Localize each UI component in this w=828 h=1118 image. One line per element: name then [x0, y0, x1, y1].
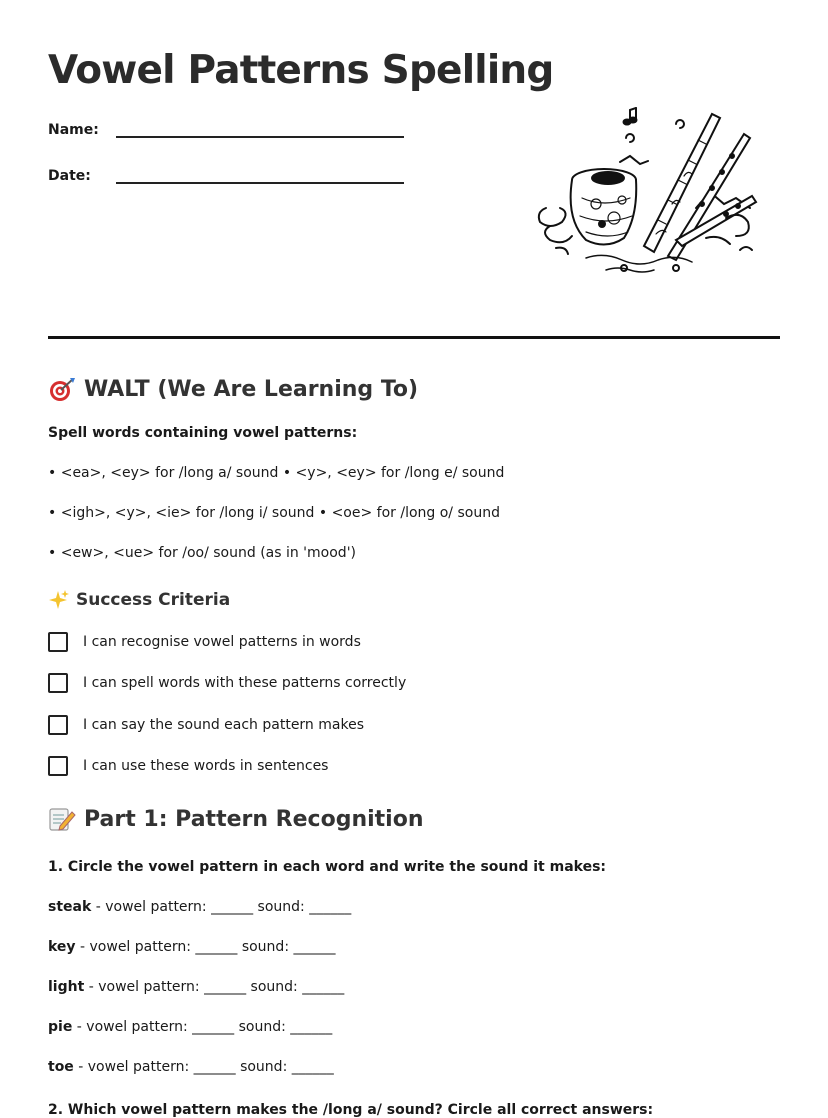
word-prompt: - vowel pattern: ______ sound: ______: [91, 899, 352, 915]
music-note-icon: [624, 108, 637, 125]
name-field: [48, 118, 404, 138]
word: toe: [48, 1059, 74, 1075]
target-icon: [48, 376, 76, 402]
criteria-checkbox[interactable]: [48, 632, 68, 652]
date-label: Date:: [48, 168, 91, 184]
criteria-item: [48, 756, 328, 776]
word-row: [48, 899, 351, 915]
word-row: [48, 979, 344, 995]
word-prompt: - vowel pattern: ______ sound: ______: [75, 939, 336, 955]
date-field: [48, 164, 404, 184]
criteria-item: [48, 715, 364, 735]
word-row: [48, 939, 336, 955]
word-prompt: - vowel pattern: ______ sound: ______: [72, 1019, 333, 1035]
page-title: Vowel Patterns Spelling: [48, 48, 554, 93]
criteria-checkbox[interactable]: [48, 673, 68, 693]
walt-line: • <ea>, <ey> for /long a/ sound • <y>, <ey> for /long e/ sound: [48, 465, 505, 481]
word: pie: [48, 1019, 73, 1035]
criteria-checkbox[interactable]: [48, 715, 68, 735]
word-prompt: - vowel pattern: ______ sound: ______: [84, 979, 345, 995]
criteria-item: [48, 673, 406, 693]
walt-heading: [48, 376, 418, 402]
word: key: [48, 939, 76, 955]
success-criteria-heading-text: Success Criteria: [76, 590, 231, 610]
criteria-label: I can use these words in sentences: [83, 758, 329, 774]
section-divider: [48, 336, 780, 339]
name-label: Name:: [48, 122, 99, 138]
memo-icon: [48, 806, 76, 832]
walt-heading-text: WALT (We Are Learning To): [84, 376, 419, 402]
question-1: 1. Circle the vowel pattern in each word and write the sound it makes:: [48, 859, 606, 875]
question-2: 2. Which vowel pattern makes the /long a/ sound? Circle all correct answers:: [48, 1102, 654, 1118]
date-input-line[interactable]: [116, 164, 404, 184]
word: light: [48, 979, 85, 995]
part1-heading-text: Part 1: Pattern Recognition: [84, 806, 424, 832]
word-prompt: - vowel pattern: ______ sound: ______: [73, 1059, 334, 1075]
musical-instruments-illustration: [526, 100, 758, 278]
name-input-line[interactable]: [116, 118, 404, 138]
criteria-checkbox[interactable]: [48, 756, 68, 776]
success-criteria-heading: [48, 589, 230, 611]
walt-line: • <igh>, <y>, <ie> for /long i/ sound • <oe> for /long o/ sound: [48, 505, 500, 521]
criteria-label: I can recognise vowel patterns in words: [83, 634, 361, 650]
walt-line: • <ew>, <ue> for /oo/ sound (as in 'mood'): [48, 545, 356, 561]
part1-heading: [48, 806, 423, 832]
sparkles-icon: [48, 589, 70, 611]
word: steak: [48, 899, 92, 915]
word-row: [48, 1019, 332, 1035]
criteria-label: I can say the sound each pattern makes: [83, 717, 364, 733]
walt-intro: Spell words containing vowel patterns:: [48, 425, 358, 441]
criteria-label: I can spell words with these patterns correctly: [83, 675, 407, 691]
word-row: [48, 1059, 334, 1075]
criteria-item: [48, 632, 361, 652]
